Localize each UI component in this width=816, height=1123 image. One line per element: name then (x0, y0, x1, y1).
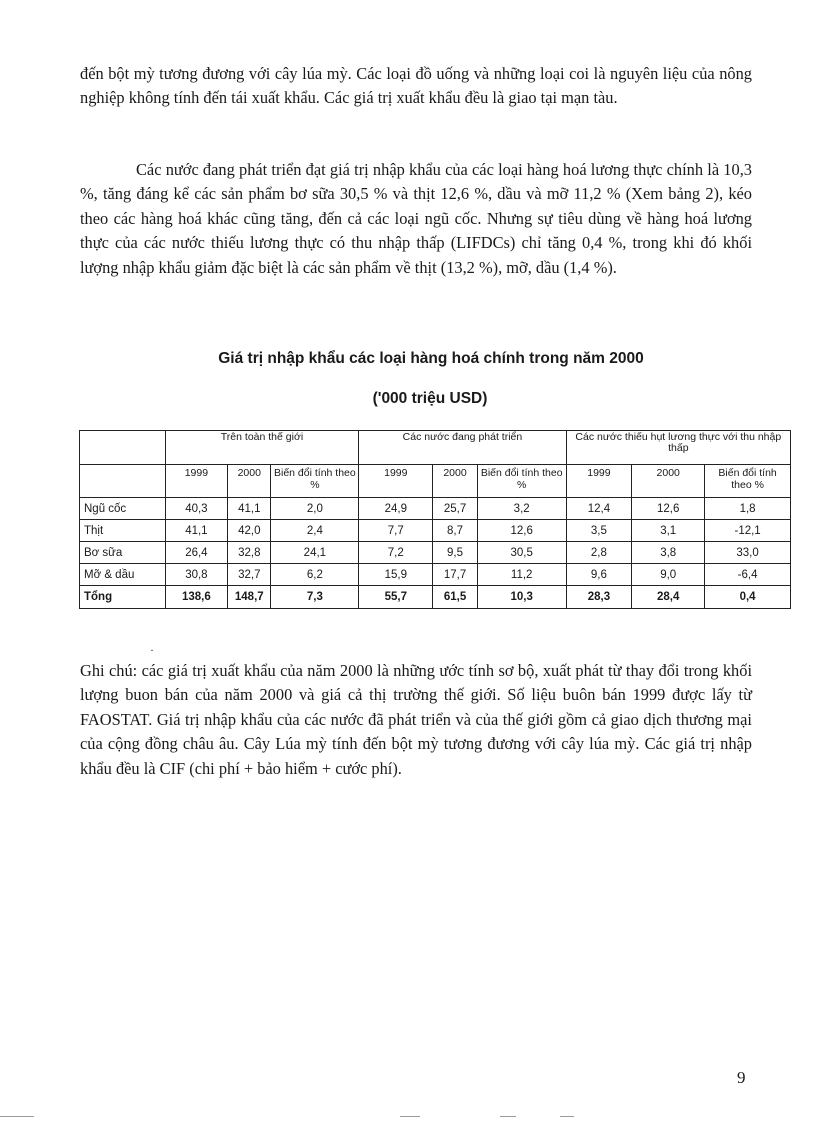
table-cell: 12,6 (477, 520, 566, 542)
table-cell: 40,3 (165, 498, 227, 520)
scan-artifact-line (560, 1116, 574, 1117)
paragraph-intro: đến bột mỳ tương đương với cây lúa mỳ. Các loại đồ uống và những loại coi là nguyên liệu của nông nghiệp không tính đến tái xuất khẩu. Các giá trị xuất khẩu đều là giao tại mạn tàu. (80, 64, 752, 108)
row-label: Thịt (80, 520, 166, 542)
total-cell: 138,6 (165, 586, 227, 609)
paragraph-developing-countries: Các nước đang phát triển đạt giá trị nhập khẩu của các loại hàng hoá lương thực chính là 10,3 %, tăng đáng kể các sản phẩm bơ sữa 30,5 % và thịt 12,6 %, dầu và mỡ 11,2 % (Xem bảng 2), kéo theo các hàng hoá khác cũng tăng, đến cả các loại ngũ cốc. Nhưng sự tiêu dùng về hàng hoá lương thực của các nước thiếu lương thực có thu nhập thấp (LIFDCs) chỉ tăng 0,4 %, trong khi đó khối lượng nhập khẩu giảm đặc biệt là các sản phẩm về thịt (13,2 %), mỡ, dầu (1,4 %). (80, 160, 752, 277)
table-subheader-row (80, 465, 791, 498)
table-unit: ('000 triệu USD) (372, 390, 488, 407)
table-cell: 9,0 (632, 564, 705, 586)
total-cell: 0,4 (705, 586, 791, 609)
table-cell: 41,1 (165, 520, 227, 542)
table-subheader-blank (80, 465, 166, 498)
subheader-cell: Biến đổi tính theo % (271, 465, 359, 498)
table-cell: 30,5 (477, 542, 566, 564)
total-label: Tổng (80, 586, 166, 609)
total-cell: 28,4 (632, 586, 705, 609)
table-cell: 3,1 (632, 520, 705, 542)
total-cell: 148,7 (228, 586, 271, 609)
subheader-cell: 2000 (228, 465, 271, 498)
table-total-row (80, 586, 791, 609)
table-cell: 42,0 (228, 520, 271, 542)
table-cell: -12,1 (705, 520, 791, 542)
table-cell: 12,4 (566, 498, 632, 520)
table-cell: 7,2 (359, 542, 433, 564)
table-cell: 41,1 (228, 498, 271, 520)
table-cell: 11,2 (477, 564, 566, 586)
subheader-cell: 1999 (566, 465, 632, 498)
table-cell: 32,8 (228, 542, 271, 564)
scan-artifact-line (400, 1116, 420, 1117)
table-cell: 33,0 (705, 542, 791, 564)
table-cell: 24,9 (359, 498, 433, 520)
table-cell: 7,7 (359, 520, 433, 542)
table-cell: 3,5 (566, 520, 632, 542)
table-cell: 15,9 (359, 564, 433, 586)
table-cell: 3,2 (477, 498, 566, 520)
subheader-cell: 2000 (433, 465, 477, 498)
table-cell: 24,1 (271, 542, 359, 564)
subheader-cell: 1999 (359, 465, 433, 498)
table-row (80, 520, 791, 542)
table-cell: 26,4 (165, 542, 227, 564)
scan-speck: · (150, 643, 154, 657)
table-cell: 32,7 (228, 564, 271, 586)
table-cell: 12,6 (632, 498, 705, 520)
scan-artifact-line (0, 1116, 34, 1117)
import-value-table (79, 430, 791, 609)
table-cell: 9,5 (433, 542, 477, 564)
subheader-cell: Biến đổi tính theo % (477, 465, 566, 498)
table-cell: 6,2 (271, 564, 359, 586)
table-cell: 25,7 (433, 498, 477, 520)
scan-artifact-line (500, 1116, 516, 1117)
row-label: Mỡ & dầu (80, 564, 166, 586)
table-cell: 2,4 (271, 520, 359, 542)
table-row (80, 542, 791, 564)
subheader-cell: Biến đổi tính theo % (705, 465, 791, 498)
row-label: Bơ sữa (80, 542, 166, 564)
total-cell: 10,3 (477, 586, 566, 609)
total-cell: 61,5 (433, 586, 477, 609)
table-title: Giá trị nhập khẩu các loại hàng hoá chính trong năm 2000 (218, 350, 644, 367)
table-cell: -6,4 (705, 564, 791, 586)
subheader-cell: 2000 (632, 465, 705, 498)
table-cell: 1,8 (705, 498, 791, 520)
table-cell: 17,7 (433, 564, 477, 586)
table-row (80, 564, 791, 586)
group-header-world: Trên toàn thế giới (165, 431, 359, 465)
paragraph-note: Ghi chú: các giá trị xuất khẩu của năm 2000 là những ước tính sơ bộ, xuất phát từ thay đổi trong khối lượng buon bán của năm 2000 và giá cả thị trường thế giới. Số liệu buôn bán 1999 được lấy từ FAOSTAT. Giá trị nhập khẩu của các nước đã phát triển và của thế giới gồm cả giao dịch thương mại của cộng đồng châu âu. Cây Lúa mỳ tính đến bột mỳ tương đương với cây lúa mỳ. Các giá trị nhập khẩu đều là CIF (chi phí + bảo hiểm + cước phí). (80, 661, 752, 778)
subheader-cell: 1999 (165, 465, 227, 498)
page-number: 9 (737, 1068, 746, 1087)
table-cell: 8,7 (433, 520, 477, 542)
table-corner-cell (80, 431, 166, 465)
group-header-lifdc: Các nước thiếu hụt lương thực với thu nhập thấp (566, 431, 790, 465)
table-row (80, 498, 791, 520)
table-cell: 2,0 (271, 498, 359, 520)
table-cell: 30,8 (165, 564, 227, 586)
table-cell: 2,8 (566, 542, 632, 564)
total-cell: 7,3 (271, 586, 359, 609)
row-label: Ngũ cốc (80, 498, 166, 520)
table-cell: 9,6 (566, 564, 632, 586)
total-cell: 28,3 (566, 586, 632, 609)
group-header-developing: Các nước đang phát triển (359, 431, 566, 465)
table-group-header-row (80, 431, 791, 465)
table-cell: 3,8 (632, 542, 705, 564)
total-cell: 55,7 (359, 586, 433, 609)
